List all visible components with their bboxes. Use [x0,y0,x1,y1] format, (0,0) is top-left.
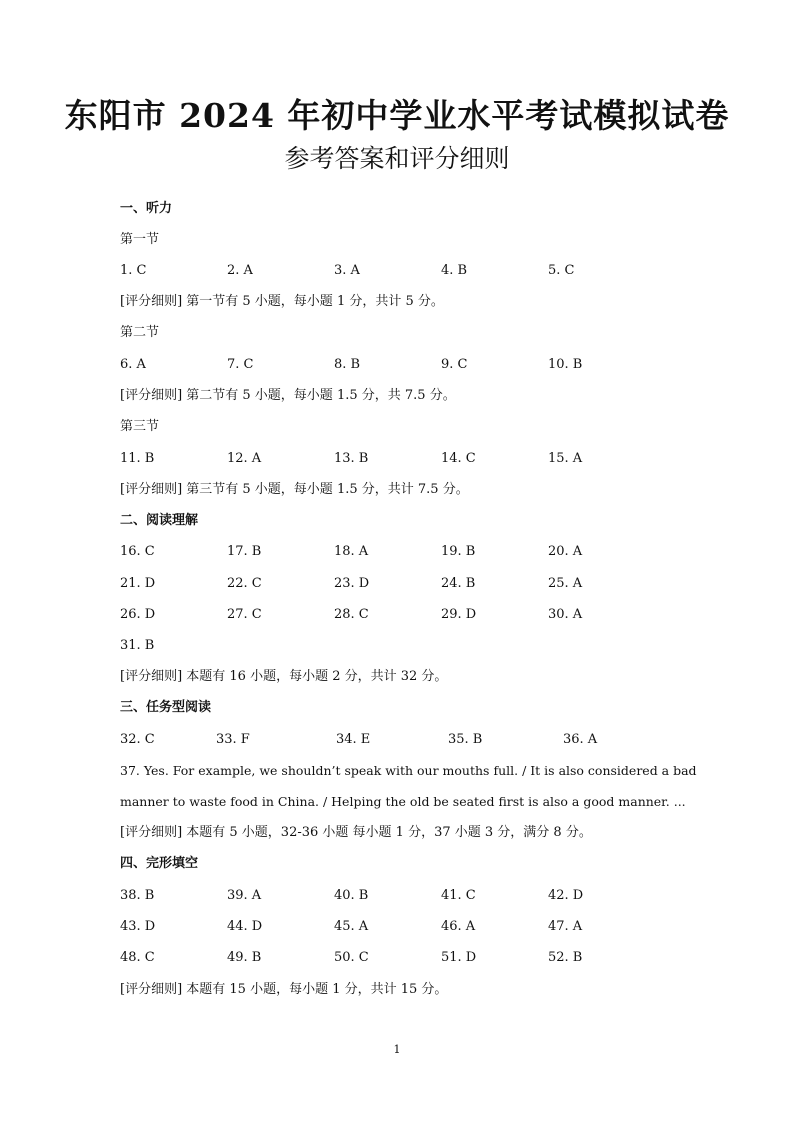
answer-item: 31. B [120,638,155,653]
section-heading-listening: 一、听力 [120,201,173,216]
answer-item: 2. A [227,263,253,278]
answer-item: 40. B [334,888,369,903]
answer-item: 51. D [441,950,477,965]
answer-item: 12. A [227,451,262,466]
answer-item: 29. D [441,607,477,622]
answer-item: 23. D [334,576,370,591]
answer-item: 8. B [334,357,361,372]
section-heading-cloze: 四、完形填空 [120,856,199,871]
answer-item: 42. D [548,888,584,903]
part-label: 第一节 [120,232,160,247]
answer-item: 15. A [548,451,583,466]
answer-37-line-2: manner to waste food in China. / Helping the old be seated first is also a good manner. ... [120,794,686,809]
answer-item: 25. A [548,576,583,591]
answer-item: 48. C [120,950,155,965]
answer-item: 50. C [334,950,369,965]
answer-item: 1. C [120,263,147,278]
section-heading-task-reading: 三、任务型阅读 [120,700,212,715]
scoring-note: [评分细则] 第二节有 5 小题，每小题 1.5 分，共 7.5 分。 [120,388,456,403]
answer-item: 52. B [548,950,583,965]
scoring-note: [评分细则] 本题有 5 小题，32-36 小题 每小题 1 分，37 小题 3 分，满分 8 分。 [120,825,592,840]
page-number: 1 [393,1043,401,1056]
answer-item: 11. B [120,451,155,466]
scoring-note: [评分细则] 本题有 15 小题，每小题 1 分，共计 15 分。 [120,982,448,997]
answer-item: 26. D [120,607,156,622]
answer-item: 21. D [120,576,156,591]
answer-item: 4. B [441,263,468,278]
page-subtitle: 参考答案和评分细则 [284,144,510,173]
answer-item: 5. C [548,263,575,278]
answer-item: 28. C [334,607,369,622]
answer-item: 32. C [120,732,155,747]
answer-item: 34. E [336,732,371,747]
scoring-note: [评分细则] 本题有 16 小题，每小题 2 分，共计 32 分。 [120,669,448,684]
answer-item: 19. B [441,544,476,559]
answer-37-line-1: 37. Yes. For example, we shouldn’t speak with our mouths full. / It is also considered a bad [120,763,697,778]
answer-item: 30. A [548,607,583,622]
answer-item: 14. C [441,451,476,466]
answer-item: 6. A [120,357,146,372]
answer-item: 45. A [334,919,369,934]
answer-item: 27. C [227,607,262,622]
answer-item: 43. D [120,919,156,934]
answer-item: 7. C [227,357,254,372]
answer-item: 41. C [441,888,476,903]
answer-item: 35. B [448,732,483,747]
answer-item: 24. B [441,576,476,591]
answer-item: 10. B [548,357,583,372]
answer-item: 22. C [227,576,262,591]
answer-item: 46. A [441,919,476,934]
answer-item: 3. A [334,263,360,278]
answer-item: 47. A [548,919,583,934]
answer-item: 9. C [441,357,468,372]
scoring-note: [评分细则] 第一节有 5 小题，每小题 1 分，共计 5 分。 [120,294,444,309]
answer-item: 17. B [227,544,262,559]
part-label: 第三节 [120,419,160,434]
part-label: 第二节 [120,325,160,340]
answer-item: 18. A [334,544,369,559]
answer-item: 16. C [120,544,155,559]
answer-item: 44. D [227,919,263,934]
answer-item: 39. A [227,888,262,903]
answer-item: 13. B [334,451,369,466]
answer-item: 33. F [216,732,250,747]
answer-item: 20. A [548,544,583,559]
answer-item: 38. B [120,888,155,903]
scoring-note: [评分细则] 第三节有 5 小题，每小题 1.5 分，共计 7.5 分。 [120,482,469,497]
answer-item: 49. B [227,950,262,965]
answer-item: 36. A [563,732,598,747]
page-title: 东阳市 2024 年初中学业水平考试模拟试卷 [64,96,730,135]
section-heading-reading: 二、阅读理解 [120,513,199,528]
